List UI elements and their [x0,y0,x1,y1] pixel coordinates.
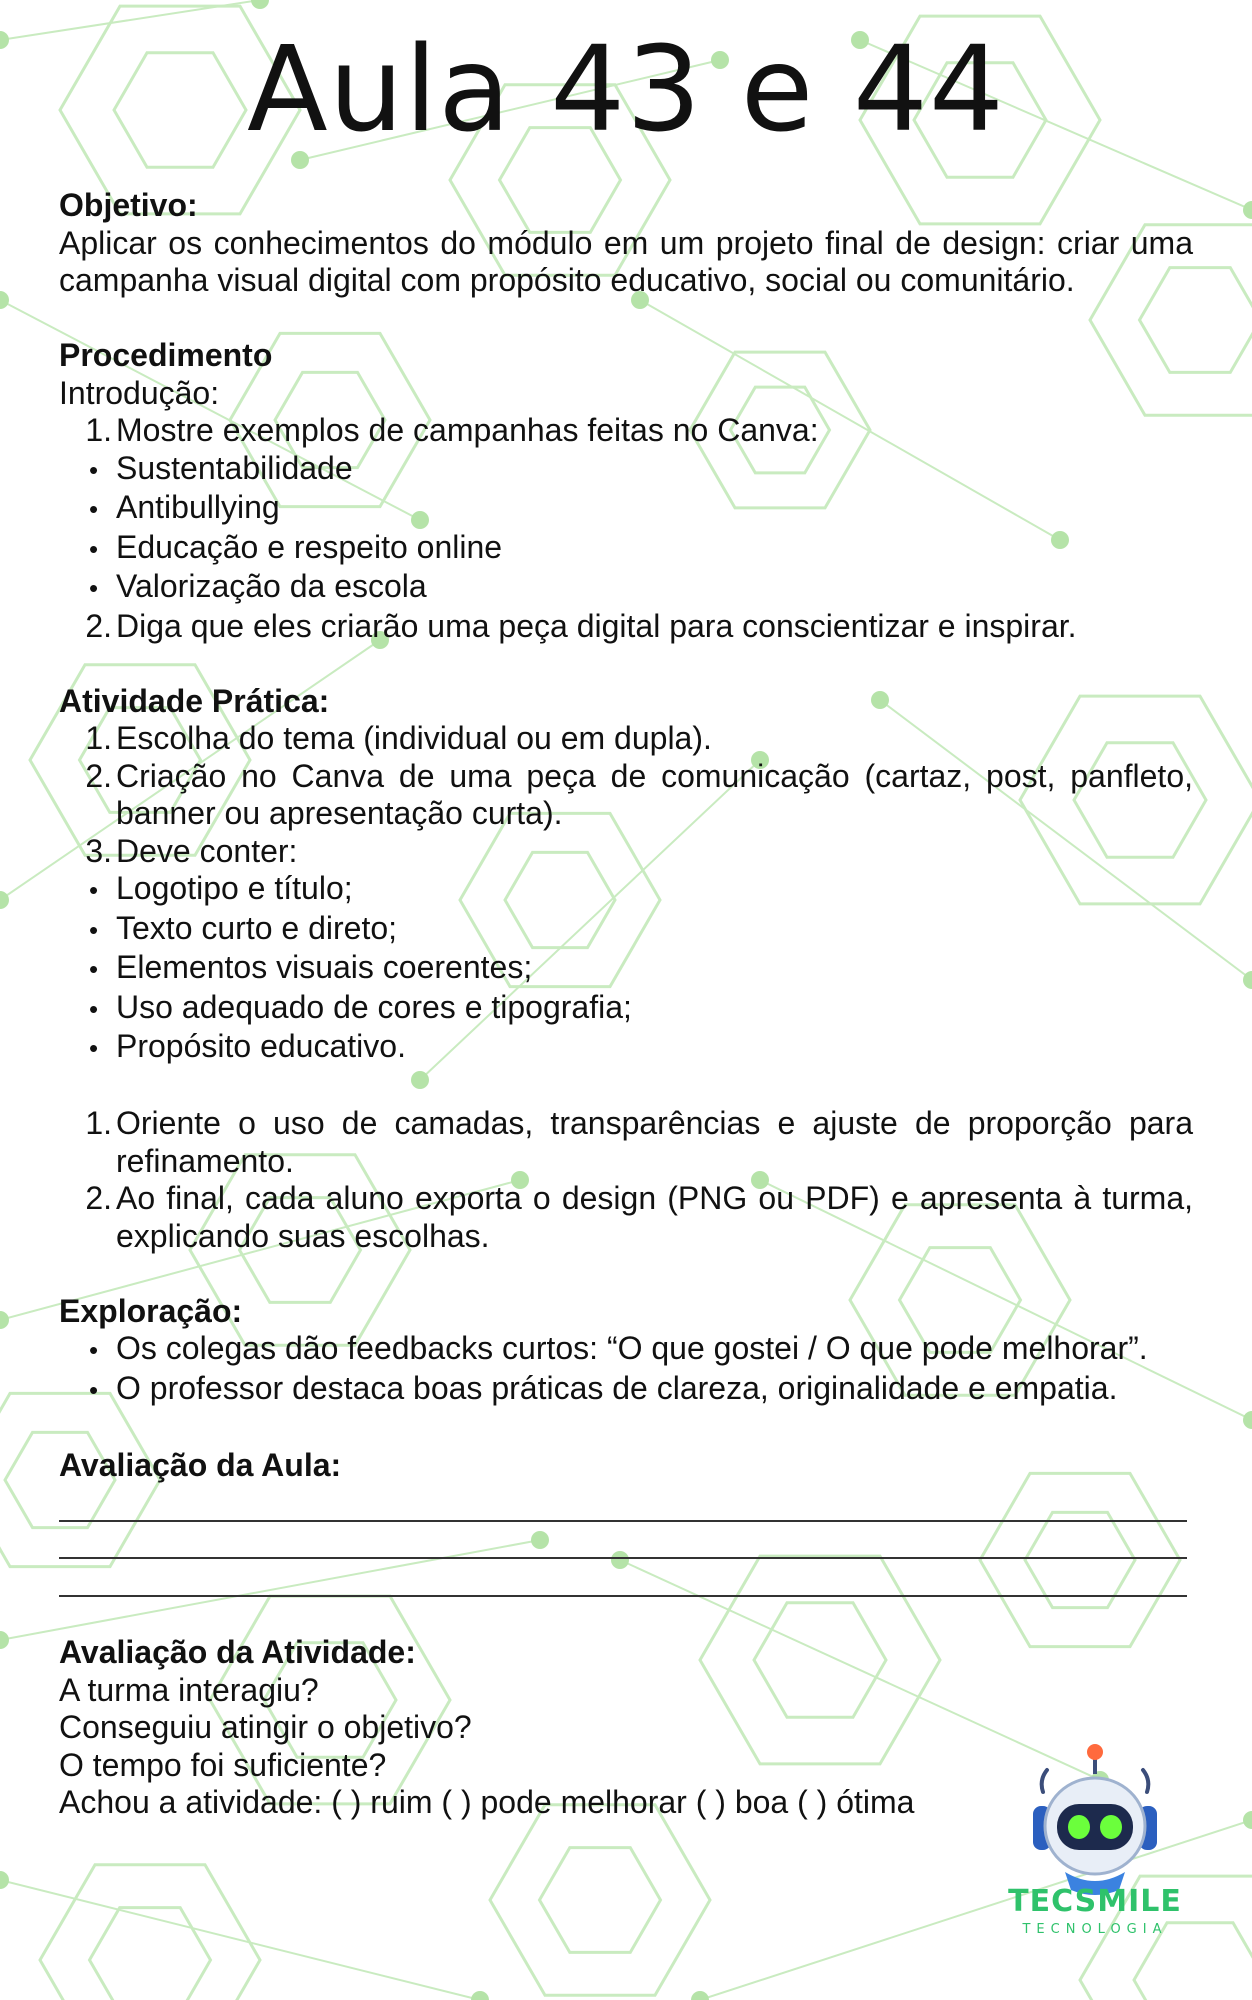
list-item [59,1180,1193,1255]
bullet-marker: • [88,573,99,603]
avaliacao-aula-section [59,1447,1193,1597]
list-item-text: Texto curto e direto; [116,909,398,946]
lesson-content [59,187,1193,1822]
list-item [59,833,1193,871]
list-item [59,949,1193,989]
atividade-pratica-section [59,683,1193,1256]
bullet-marker: • [88,1374,99,1405]
list-item [59,758,1193,833]
list-item-text: Antibullying [116,489,280,525]
objetivo-text: Aplicar os conhecimentos do módulo em um projeto final de design: criar uma campanha visual digital com propósito educativo, social ou comunitário. [59,224,1193,298]
list-item [59,870,1193,910]
list-item [59,529,1193,569]
procedimento-heading: Procedimento [59,337,273,373]
list-item [59,1370,1193,1410]
question-achou-atividade: Achou a atividade: ( ) ruim ( ) pode melhorar ( ) boa ( ) ótima [59,1784,915,1820]
list-item-text: Diga que eles criarão uma peça digital para conscientizar e inspirar. [116,607,1077,644]
bullet-marker: • [88,494,99,524]
exploracao-heading: Exploração: [59,1292,243,1329]
list-item-text: Uso adequado de cores e tipografia; [116,988,632,1025]
list-item-text: Oriente o uso de camadas, transparências e ajuste de proporção para refinamento. [116,1105,1193,1179]
bullet-marker: • [88,454,99,485]
list-item-text: Elementos visuais coerentes; [116,949,533,985]
bullet-marker: • [88,533,99,564]
list-item [59,568,1193,608]
list-item-text: Logotipo e título; [116,870,353,906]
list-item [59,1028,1193,1068]
bullet-marker: • [88,993,99,1024]
number-marker: 3. [85,832,112,869]
list-item [59,489,1193,529]
answer-line-3[interactable] [59,1559,1187,1597]
list-item [59,720,1193,758]
number-marker: 1. [85,412,112,448]
list-item [59,450,1193,490]
exploracao-section [59,1293,1193,1410]
logo-subtitle: TECNOLOGIA [1022,1922,1168,1937]
list-item [59,989,1193,1029]
procedimento-list [59,412,1193,645]
atividade-pratica-heading: Atividade Prática: [59,682,330,719]
list-item-text: Sustentabilidade [116,449,353,486]
bullet-marker: • [88,1335,99,1365]
bullet-marker: • [88,875,99,905]
list-item-text: Ao final, cada aluno exporta o design (PNG ou PDF) e apresenta à turma, explicando suas escolhas. [116,1180,1193,1254]
exploracao-list [59,1330,1193,1409]
objetivo-section [59,187,1193,300]
question-interagiu: A turma interagiu? [59,1671,319,1708]
list-item-text: Propósito educativo. [116,1028,406,1064]
number-marker: 1. [85,720,112,756]
page-title: Aula 43 e 44 [246,20,1006,158]
introducao-label: Introdução: [59,374,220,411]
bullet-marker: • [88,1033,99,1063]
list-item [59,608,1193,646]
list-item [59,412,1193,450]
list-item-text: Educação e respeito online [116,528,503,565]
list-item-text: Os colegas dão feedbacks curtos: “O que gostei / O que pode melhorar”. [116,1330,1148,1366]
answer-line-1[interactable] [59,1484,1187,1522]
objetivo-heading: Objetivo: [59,187,198,223]
answer-line-2[interactable] [59,1522,1187,1560]
question-objetivo: Conseguiu atingir o objetivo? [59,1709,472,1745]
number-marker: 2. [85,1180,112,1216]
list-item-text: Criação no Canva de uma peça de comunicação (cartaz, post, panfleto, banner ou apresentação curta). [116,757,1193,831]
logo-wordmark: TECSMILE [1008,1884,1182,1919]
question-tempo: O tempo foi suficiente? [59,1746,387,1783]
avaliacao-aula-heading: Avaliação da Aula: [59,1446,342,1483]
list-item [59,910,1193,950]
list-item-text: Valorização da escola [116,568,427,604]
atividade-pratica-list [59,720,1193,1068]
bullet-marker: • [88,954,99,984]
list-item-text: Mostre exemplos de campanhas feitas no Canva: [116,412,819,448]
list-item [59,1330,1193,1370]
atividade-pratica-list-2 [59,1105,1193,1255]
list-item-text: O professor destaca boas práticas de clareza, originalidade e empatia. [116,1369,1118,1406]
procedimento-section [59,337,1193,645]
number-marker: 2. [85,607,112,644]
list-item-text: Deve conter: [116,832,298,869]
bullet-marker: • [88,914,99,945]
number-marker: 2. [85,757,112,794]
list-item [59,1105,1193,1180]
list-item-text: Escolha do tema (individual ou em dupla). [116,720,712,756]
number-marker: 1. [85,1105,112,1141]
avaliacao-atividade-heading: Avaliação da Atividade: [59,1634,416,1670]
